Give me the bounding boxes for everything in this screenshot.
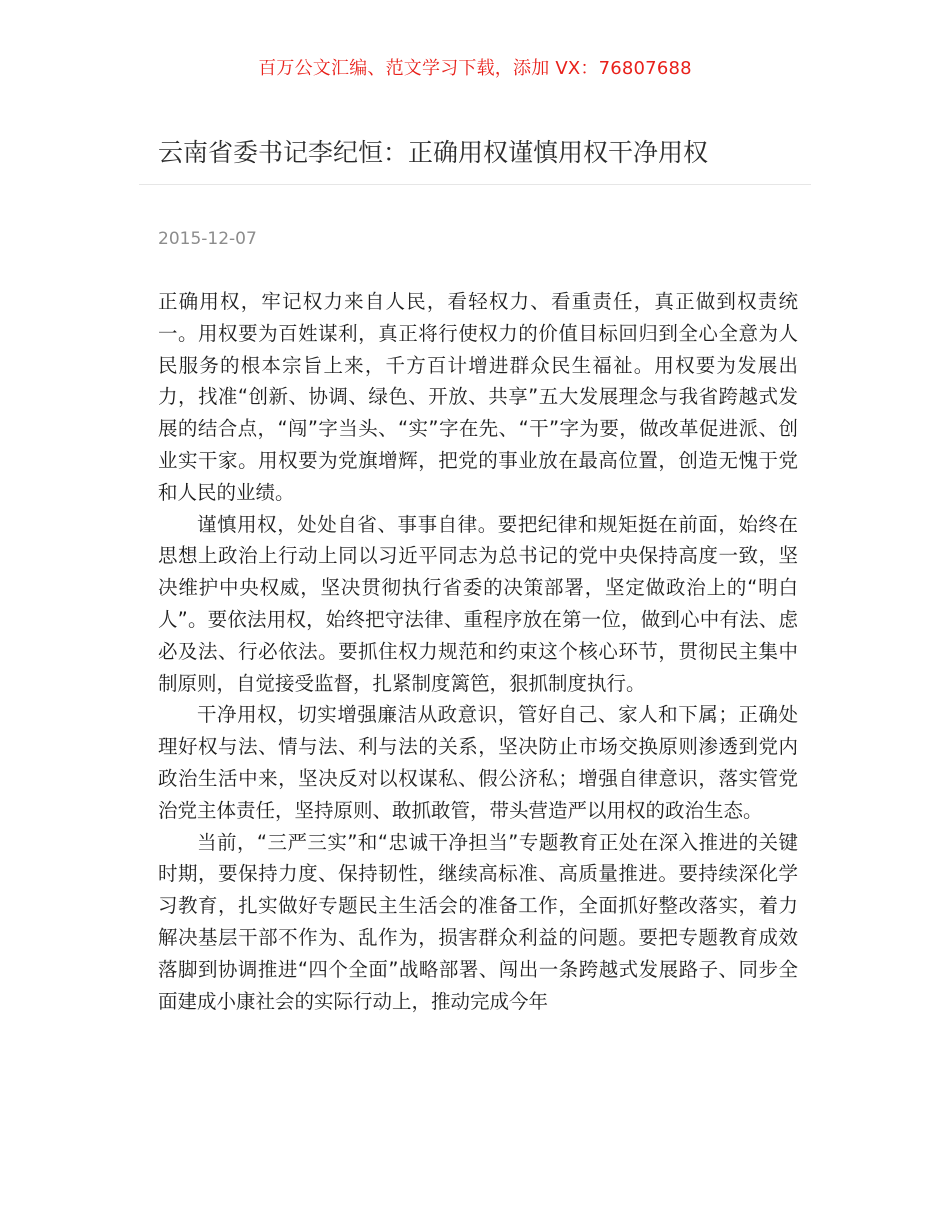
article-header [139, 134, 811, 250]
paragraph-4: 当前，“三严三实”和“忠诚干净担当”专题教育正处在深入推进的关键时期，要保持力度、保持韧性，继续高标准、高质量推进。要持续深化学习教育，扎实做好专题民主生活会的准备工作，全面抓好整改落实，着力解决基层干部不作为、乱作为，损害群众利益的问题。要把专题教育成效落脚到协调推进“四个全面”战略部署、闯出一条跨越式发展路子、同步全面建成小康社会的实际行动上，推动完成今年 [158, 830, 798, 1013]
article-body [158, 286, 798, 1017]
promo-banner: 百万公文汇编、范文学习下载，添加 VX：76807688 [258, 58, 692, 79]
article-title: 云南省委书记李纪恒：正确用权谨慎用权干净用权 [139, 134, 811, 185]
paragraph-2: 谨慎用权，处处自省、事事自律。要把纪律和规矩挺在前面，始终在思想上政治上行动上同以习近平同志为总书记的党中央保持高度一致，坚决维护中央权威，坚决贯彻执行省委的决策部署，坚定做政治上的“明白人”。要依法用权，始终把守法律、重程序放在第一位，做到心中有法、虑必及法、行必依法。要抓住权力规范和约束这个核心环节，贯彻民主集中制原则，自觉接受监督，扎紧制度篱笆，狠抓制度执行。 [158, 512, 798, 695]
publish-date: 2015-12-07 [158, 229, 257, 249]
paragraph-1: 正确用权，牢记权力来自人民，看轻权力、看重责任，真正做到权责统一。用权要为百姓谋利，真正将行使权力的价值目标回归到全心全意为人民服务的根本宗旨上来，千方百计增进群众民生福祉。用权要为发展出力，找准“创新、协调、绿色、开放、共享”五大发展理念与我省跨越式发展的结合点，“闯”字当头、“实”字在先、“干”字为要，做改革促进派、创业实干家。用权要为党旗增辉，把党的事业放在最高位置，创造无愧于党和人民的业绩。 [158, 290, 798, 504]
paragraph-3: 干净用权，切实增强廉洁从政意识，管好自己、家人和下属；正确处理好权与法、情与法、利与法的关系，坚决防止市场交换原则渗透到党内政治生活中来，坚决反对以权谋私、假公济私；增强自律意识，落实管党治党主体责任，坚持原则、敢抓敢管，带头营造严以用权的政治生态。 [158, 703, 798, 822]
